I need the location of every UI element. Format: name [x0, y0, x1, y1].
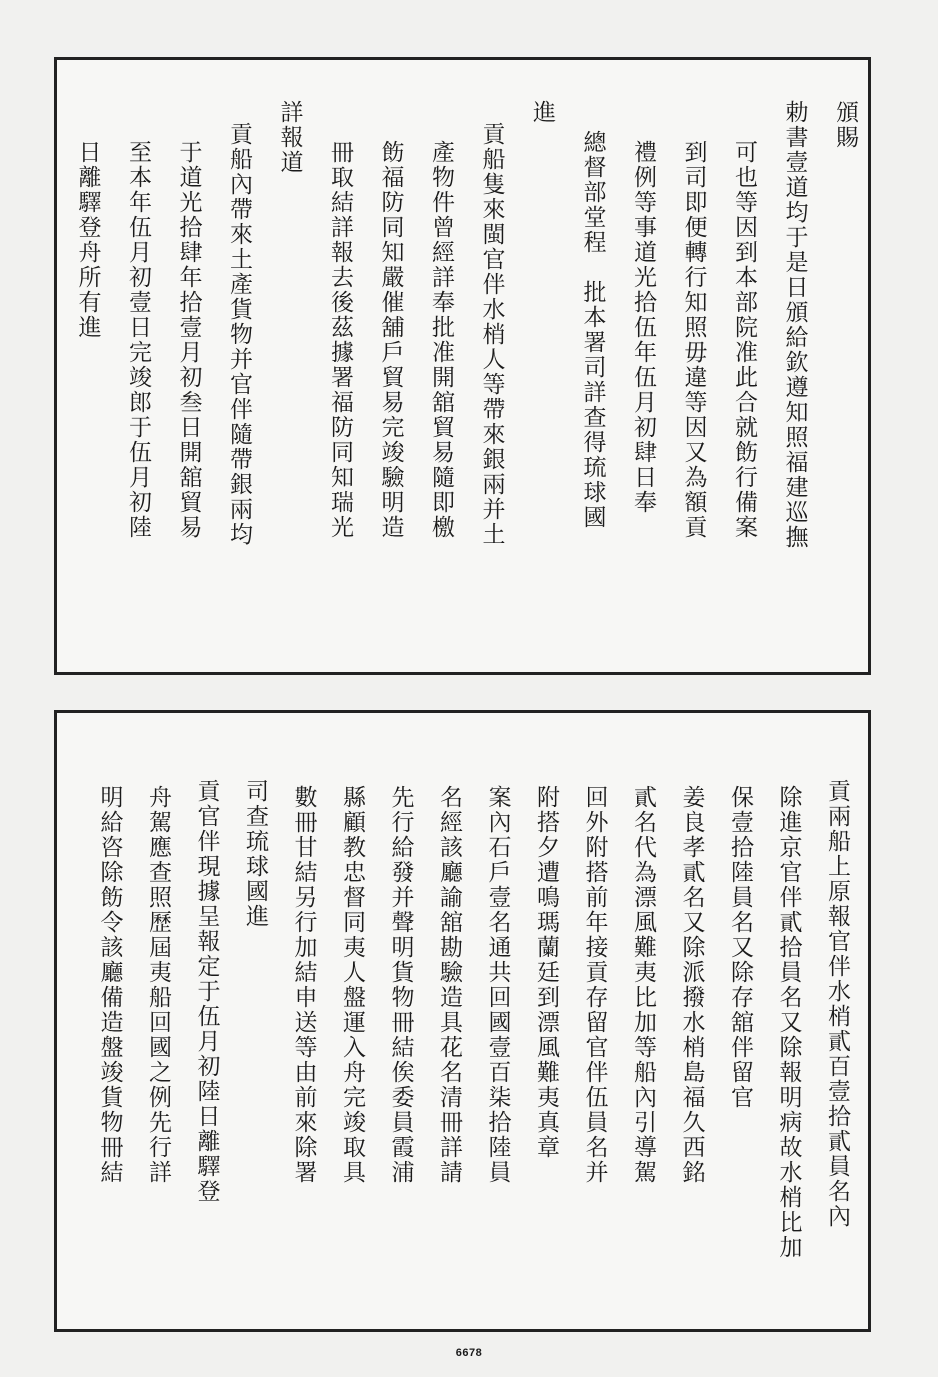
text-column: 附搭夕遭鳴瑪蘭廷到漂風難夷真章: [533, 785, 559, 1160]
text-column: 司查琉球國進: [242, 779, 268, 929]
top-document-panel: [54, 57, 871, 675]
text-column: 舟駕應查照歷屆夷船回國之例先行詳: [145, 785, 171, 1185]
text-column: 除進京官伴貳拾員名又除報明病故水梢比加: [775, 785, 802, 1260]
text-column: 飭福防同知嚴催舖戶貿易完竣驗明造: [377, 140, 404, 540]
text-column: 頒賜: [832, 100, 858, 150]
text-column: 回外附搭前年接貢存留官伴伍員名并: [581, 785, 608, 1185]
text-column: 數冊甘結另行加結申送等由前來除署: [290, 785, 317, 1185]
text-column: 名經該廳諭舘勘驗造具花名清冊詳請: [436, 785, 462, 1185]
text-column: 案內石戶壹名通共回國壹百柒拾陸員: [484, 785, 511, 1185]
page-number: 6678: [455, 1347, 483, 1359]
text-column: 產物件曾經詳奉批准開舘貿易隨即檄: [428, 140, 454, 540]
text-column: 貢船隻來閩官伴水梢人等帶來銀兩并土: [478, 122, 505, 547]
text-column: 勅書壹道均于是日頒給欽遵知照福建巡撫: [781, 100, 808, 550]
text-column: 可也等因到本部院准此合就飭行備案: [731, 140, 757, 540]
text-column: 貢兩船上原報官伴水梢貳百壹拾貳員名內: [824, 779, 850, 1229]
text-column: 總督部堂程 批本署司詳查得琉球國: [579, 130, 606, 530]
text-column: 縣顧教忠督同夷人盤運入舟完竣取具: [339, 785, 365, 1185]
text-column: 到司即便轉行知照毋違等因又為額貢: [680, 140, 707, 540]
text-column: 姜良孝貳名又除派撥水梢島福久西銘: [678, 785, 705, 1185]
text-column: 于道光拾肆年拾壹月初叁日開舘貿易: [175, 140, 202, 540]
text-column: 進: [529, 100, 555, 125]
text-column: 明給咨除飭令該廳備造盤竣貨物冊結: [96, 785, 123, 1185]
bottom-text-columns: [57, 713, 868, 1329]
text-column: 先行給發并聲明貨物冊結俟委員霞浦: [387, 785, 414, 1185]
top-text-columns: [57, 60, 868, 672]
text-column: 禮例等事道光拾伍年伍月初肆日奉: [630, 140, 656, 515]
text-column: 日離驛登舟所有進: [74, 140, 101, 340]
bottom-document-panel: [54, 710, 871, 1332]
text-column: 貳名代為漂風難夷比加等船內引導駕: [630, 785, 656, 1185]
text-column: 貢官伴現據呈報定于伍月初陸日離驛登: [193, 779, 220, 1204]
text-column: 貢船內帶來土產貨物并官伴隨帶銀兩均: [226, 122, 252, 547]
text-column: 詳報道: [276, 100, 303, 175]
text-column: 冊取結詳報去後茲據署福防同知瑞光: [327, 140, 353, 540]
text-column: 至本年伍月初壹日完竣郎于伍月初陸: [125, 140, 151, 540]
text-column: 保壹拾陸員名又除存舘伴留官: [727, 785, 753, 1110]
